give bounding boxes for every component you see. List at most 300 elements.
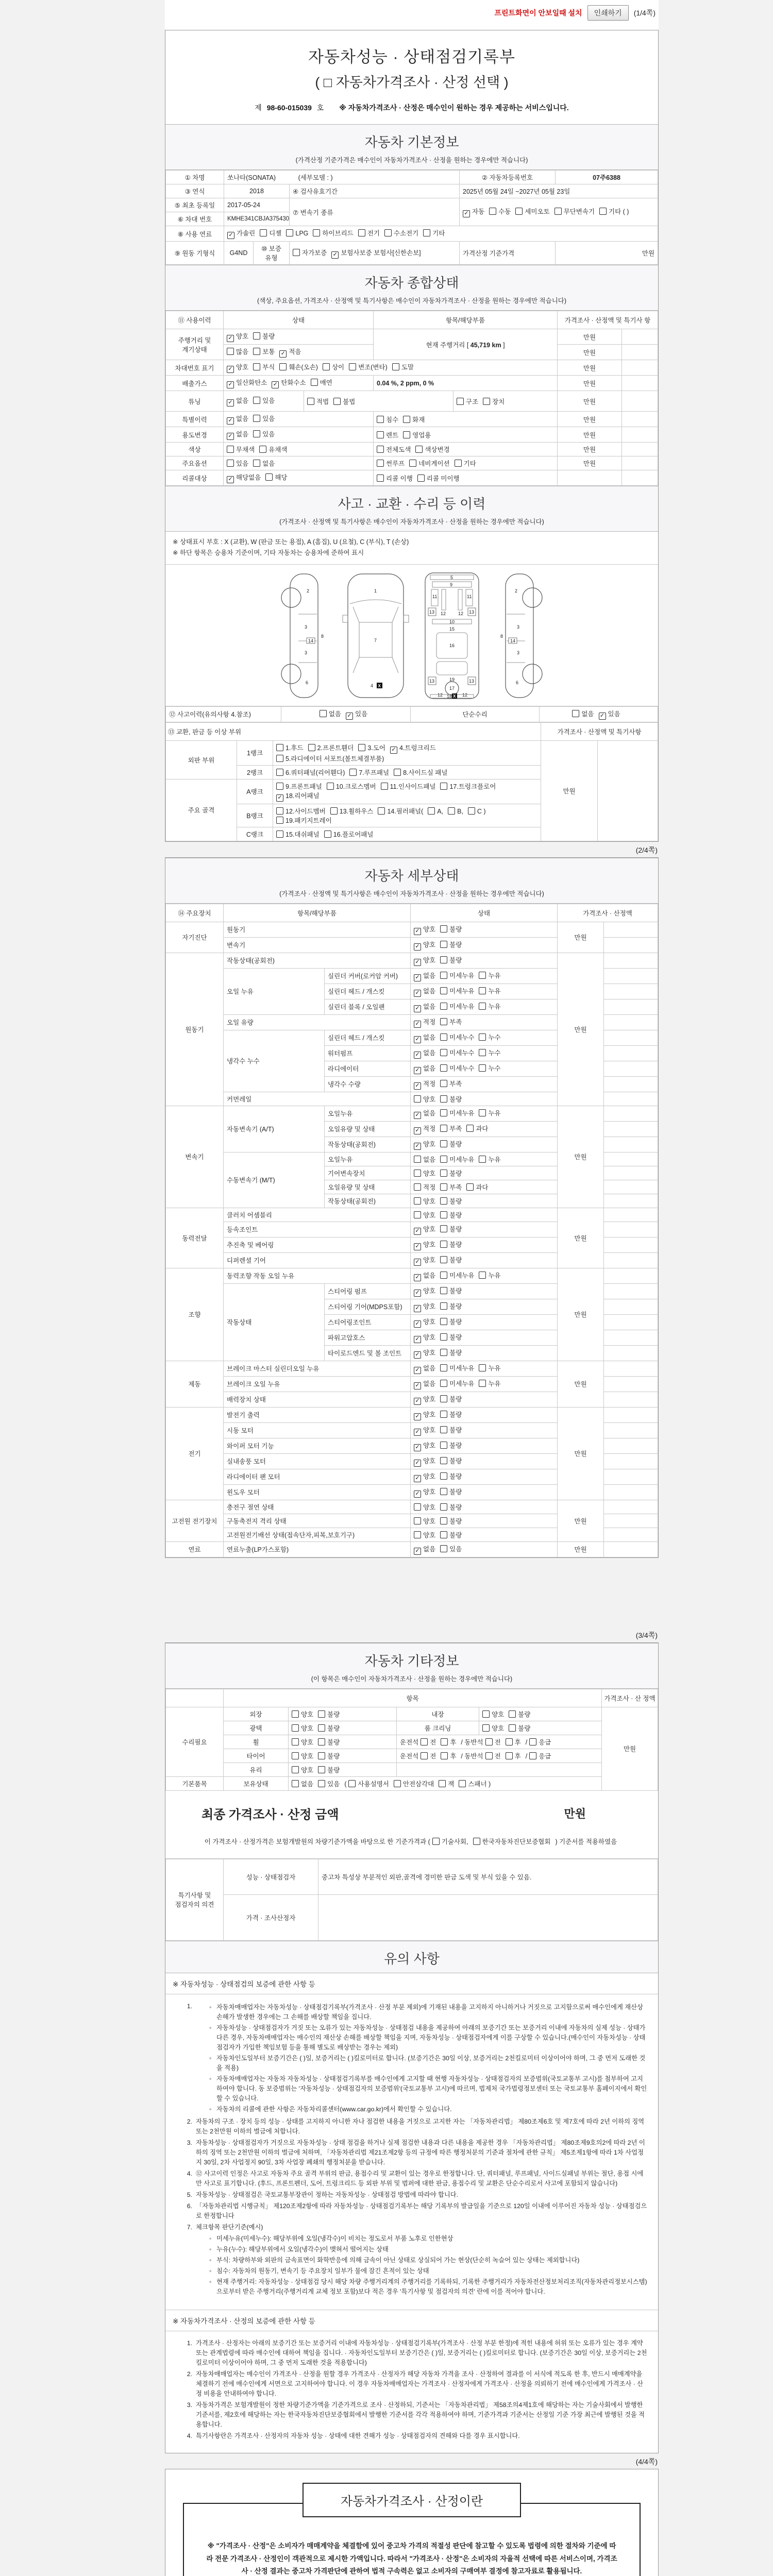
checkbox[interactable]	[414, 1503, 421, 1511]
checkbox[interactable]	[440, 1049, 447, 1056]
checkbox[interactable]: ✓	[279, 350, 287, 358]
option-label: 과다	[476, 1183, 489, 1191]
price-cell: 만원	[558, 1407, 604, 1500]
option-label: 17.트렁크플로어	[449, 783, 496, 790]
checkbox[interactable]	[349, 363, 356, 370]
checkbox[interactable]	[378, 807, 385, 815]
checkbox[interactable]	[440, 1197, 447, 1205]
checkbox[interactable]	[276, 769, 283, 776]
checkbox[interactable]: ✓	[414, 1398, 421, 1405]
checkbox[interactable]	[414, 1211, 421, 1218]
checkbox[interactable]	[440, 1140, 447, 1147]
checkbox[interactable]	[440, 1241, 447, 1248]
checkbox[interactable]	[384, 229, 392, 236]
option-label: 양호	[492, 1724, 505, 1732]
checkbox[interactable]	[479, 1033, 486, 1041]
option	[479, 1155, 500, 1164]
checkbox[interactable]: ✓	[272, 381, 279, 388]
checkbox[interactable]	[276, 744, 283, 751]
checkbox[interactable]	[479, 1380, 486, 1387]
checkbox[interactable]	[439, 1780, 446, 1787]
checkbox[interactable]	[441, 1738, 448, 1745]
notice-number: 3.	[187, 2401, 192, 2409]
checkbox[interactable]	[440, 1109, 447, 1116]
checkbox[interactable]	[440, 1472, 447, 1480]
checkbox[interactable]	[327, 783, 334, 790]
checkbox[interactable]	[227, 348, 234, 355]
device-group-label: 제동	[166, 1361, 224, 1407]
part-label: 작동상태(공회전)	[325, 1137, 411, 1152]
checkbox[interactable]	[227, 446, 234, 453]
checkbox[interactable]	[381, 783, 388, 790]
checkbox[interactable]	[455, 460, 462, 467]
option	[414, 1544, 435, 1555]
print-button[interactable]: 인쇄하기	[587, 5, 629, 21]
other-section-header	[165, 1643, 658, 1689]
checkbox[interactable]	[358, 744, 365, 751]
checkbox[interactable]	[440, 1517, 447, 1524]
bullet-icon: ◦	[209, 2024, 212, 2031]
checkbox[interactable]: ✓	[414, 943, 421, 951]
checkbox[interactable]: ✓	[414, 1336, 421, 1343]
checkbox[interactable]: ✓	[414, 1112, 421, 1119]
checkbox[interactable]	[440, 1364, 447, 1371]
checkbox[interactable]	[313, 229, 320, 236]
checkbox[interactable]	[440, 1349, 447, 1356]
repair-needed-label: 수리필요	[166, 1707, 224, 1776]
checkbox[interactable]	[308, 744, 315, 751]
checkbox[interactable]	[479, 972, 486, 979]
checkbox[interactable]	[377, 460, 384, 467]
checkbox[interactable]	[440, 1064, 447, 1072]
checkbox[interactable]: ✓	[414, 1021, 421, 1028]
checkbox[interactable]: ✓	[414, 1475, 421, 1482]
checkbox[interactable]	[506, 1738, 513, 1745]
checkbox[interactable]: ✓	[346, 713, 353, 720]
checkbox[interactable]: ✓	[227, 417, 234, 425]
checkbox[interactable]	[253, 397, 260, 404]
checkbox[interactable]	[253, 430, 260, 437]
option	[313, 228, 353, 238]
option	[482, 1709, 504, 1719]
checkbox[interactable]	[414, 1531, 421, 1538]
checkbox[interactable]: ✓	[414, 1460, 421, 1467]
option	[308, 743, 354, 752]
option-label: 양호	[423, 1531, 436, 1539]
option-label: 불량	[449, 1457, 462, 1465]
checkbox[interactable]	[414, 1170, 421, 1177]
checkbox[interactable]	[349, 769, 357, 776]
option	[253, 396, 275, 405]
checkbox[interactable]	[440, 1426, 447, 1433]
detail-row	[166, 1361, 658, 1376]
checkbox[interactable]	[253, 348, 260, 355]
checkbox[interactable]: ✓	[414, 1143, 421, 1150]
checkbox[interactable]	[311, 379, 318, 386]
checkbox[interactable]	[260, 229, 267, 236]
table-row	[166, 376, 658, 391]
checkbox[interactable]: ✓	[414, 1351, 421, 1359]
checkbox[interactable]	[440, 1302, 447, 1310]
checkbox[interactable]	[479, 1109, 486, 1116]
checkbox[interactable]	[330, 807, 338, 815]
state-options	[411, 1345, 558, 1361]
checkbox[interactable]	[572, 710, 579, 717]
checkbox[interactable]	[440, 1003, 447, 1010]
other-section-note: (이 항목은 매수인이 자동차가격조사 · 산정을 원하는 경우에만 적습니다)	[311, 1675, 513, 1683]
checkbox[interactable]	[440, 925, 447, 933]
checkbox[interactable]	[440, 972, 447, 979]
option-label: 있음	[449, 1545, 462, 1553]
checkbox[interactable]	[377, 446, 384, 453]
checkbox[interactable]	[440, 1318, 447, 1325]
option	[448, 807, 463, 815]
checkbox[interactable]	[414, 1517, 421, 1524]
part-label: 시동 모터	[224, 1422, 411, 1438]
checkbox[interactable]	[440, 1380, 447, 1387]
checkbox[interactable]	[440, 1503, 447, 1511]
checkbox[interactable]	[482, 1710, 490, 1718]
checkbox[interactable]	[509, 1710, 516, 1718]
checkbox[interactable]	[529, 1738, 536, 1745]
rank1-options	[273, 740, 541, 765]
option-label: 없음	[236, 431, 249, 438]
checkbox[interactable]	[292, 1780, 299, 1787]
checkbox[interactable]	[479, 987, 486, 994]
checkbox[interactable]	[318, 1738, 325, 1745]
checkbox[interactable]: ✓	[599, 713, 606, 720]
option-label: 적정	[423, 1125, 436, 1132]
checkbox[interactable]: ✓	[414, 1320, 421, 1328]
checkbox[interactable]	[466, 1125, 474, 1132]
checkbox[interactable]	[440, 941, 447, 948]
checkbox[interactable]	[479, 1272, 486, 1279]
svg-text:11: 11	[432, 594, 438, 599]
checkbox[interactable]	[440, 1156, 447, 1163]
checkbox[interactable]: ✓	[227, 232, 234, 239]
checkbox[interactable]	[440, 1442, 447, 1449]
option-label: 미세누유	[449, 1003, 475, 1010]
checkbox[interactable]	[457, 398, 464, 405]
checkbox[interactable]	[440, 1095, 447, 1103]
option	[440, 1210, 462, 1219]
checkbox[interactable]: ✓	[414, 1259, 421, 1266]
checkbox[interactable]: ✓	[414, 974, 421, 981]
checkbox[interactable]: ✓	[463, 210, 470, 217]
checkbox[interactable]	[440, 1411, 447, 1418]
checkbox[interactable]	[403, 431, 410, 438]
checkbox[interactable]	[448, 807, 455, 815]
note-cell	[604, 1106, 658, 1121]
checkbox[interactable]	[292, 1738, 299, 1745]
tuning-item-options	[453, 391, 558, 412]
checkbox[interactable]: ✓	[227, 399, 234, 406]
state-options	[411, 1314, 558, 1330]
notice-body-text	[196, 2369, 649, 2399]
checkbox[interactable]	[440, 1333, 447, 1341]
checkbox[interactable]	[265, 473, 273, 481]
option-label: 불법	[343, 398, 356, 405]
checkbox[interactable]	[414, 1095, 421, 1103]
checkbox[interactable]: ✓	[414, 1052, 421, 1059]
checkbox[interactable]	[440, 1488, 447, 1495]
note-cell	[622, 412, 658, 427]
notice-number: 6.	[187, 2202, 192, 2210]
checkbox[interactable]: ✓	[414, 1444, 421, 1451]
option	[227, 362, 248, 373]
note-cell	[604, 1541, 658, 1557]
checkbox[interactable]	[440, 956, 447, 963]
checkbox[interactable]: ✓	[414, 1228, 421, 1235]
checkbox[interactable]	[358, 229, 365, 236]
checkbox[interactable]	[479, 1064, 486, 1072]
checkbox[interactable]	[323, 363, 330, 370]
checkbox[interactable]: ✓	[390, 747, 397, 754]
checkbox[interactable]: ✓	[227, 366, 234, 373]
checkbox[interactable]	[292, 1710, 299, 1718]
option	[440, 971, 474, 980]
checkbox[interactable]	[440, 1018, 447, 1025]
checkbox[interactable]: ✓	[414, 1429, 421, 1436]
checkbox[interactable]	[459, 1780, 466, 1787]
checkbox[interactable]	[414, 1156, 421, 1163]
checkbox[interactable]	[348, 1780, 356, 1787]
checkbox[interactable]: ✓	[227, 381, 234, 388]
checkbox[interactable]	[318, 1766, 325, 1773]
checkbox[interactable]	[414, 1183, 421, 1191]
checkbox[interactable]	[403, 416, 410, 423]
option-label: 9.프론트패널	[285, 783, 322, 790]
option-label: 불량	[327, 1766, 340, 1774]
option	[318, 1723, 340, 1733]
option	[292, 1765, 313, 1774]
checkbox[interactable]	[509, 1724, 516, 1732]
checkbox[interactable]	[253, 363, 260, 370]
fuel-options	[224, 226, 658, 242]
checkbox[interactable]	[276, 755, 283, 762]
checkbox[interactable]	[440, 1183, 447, 1191]
part-label: 클러치 어셈블리	[224, 1208, 411, 1222]
checkbox[interactable]: ✓	[414, 1382, 421, 1389]
checkbox[interactable]	[432, 1838, 440, 1845]
checkbox[interactable]	[479, 1364, 486, 1371]
option	[479, 1048, 500, 1057]
checkbox[interactable]	[318, 1710, 325, 1718]
checkbox[interactable]	[529, 1752, 536, 1759]
option-label: 미세누유	[449, 1156, 475, 1163]
checkbox[interactable]	[292, 1724, 299, 1732]
vin-mark-label: 차대번호 표기	[166, 360, 224, 376]
checkbox[interactable]	[394, 769, 401, 776]
option	[333, 397, 355, 406]
checkbox[interactable]	[279, 363, 287, 370]
option-label: 후	[450, 1752, 457, 1760]
checkbox[interactable]: ✓	[414, 959, 421, 966]
checkbox[interactable]	[483, 398, 490, 405]
option-label: 탄화수소	[281, 379, 306, 386]
checkbox[interactable]	[485, 1738, 493, 1745]
state-options	[411, 968, 558, 984]
room-cleaning-options	[479, 1721, 602, 1735]
checkbox[interactable]: ✓	[276, 794, 283, 802]
checkbox[interactable]: ✓	[414, 1243, 421, 1250]
checkbox[interactable]	[409, 460, 416, 467]
checkbox[interactable]	[318, 1724, 325, 1732]
option-label: 기술사회,	[441, 1838, 468, 1845]
checkbox[interactable]	[440, 1125, 447, 1132]
option-label: 기타	[432, 230, 445, 237]
price-cell: 만원	[558, 1361, 604, 1407]
text-token: ) 기준서를 적용하였음	[555, 1838, 617, 1845]
checkbox[interactable]	[292, 1752, 299, 1759]
checkbox[interactable]	[440, 1395, 447, 1402]
checkbox[interactable]	[473, 1838, 480, 1845]
checkbox[interactable]	[276, 831, 283, 838]
option	[414, 1348, 435, 1359]
checkbox[interactable]	[440, 1225, 447, 1232]
note-cell	[622, 470, 658, 486]
checkbox[interactable]	[286, 229, 293, 236]
checkbox[interactable]	[394, 1780, 401, 1787]
checkbox[interactable]	[506, 1752, 513, 1759]
checkbox[interactable]: ✓	[414, 1036, 421, 1043]
state-options	[411, 1152, 558, 1166]
checkbox[interactable]	[479, 1049, 486, 1056]
checkbox[interactable]	[276, 807, 283, 815]
checkbox[interactable]: ✓	[414, 1274, 421, 1281]
checkbox[interactable]	[485, 1752, 493, 1759]
legend-line-2: ※ 하단 항목은 승용차 기준이며, 기타 자동차는 승용차에 준하여 표시	[173, 549, 364, 557]
checkbox[interactable]	[440, 1457, 447, 1464]
option-label: 영업용	[412, 431, 431, 439]
option	[440, 1301, 462, 1311]
checkbox[interactable]	[440, 783, 447, 790]
checkbox[interactable]: ✓	[227, 433, 234, 440]
checkbox[interactable]: ✓	[414, 1548, 421, 1555]
checkbox[interactable]	[318, 1780, 325, 1787]
checkbox[interactable]	[318, 1752, 325, 1759]
option-label: 있음	[327, 1780, 340, 1788]
checkbox[interactable]	[333, 398, 341, 405]
install-link[interactable]: 프린트화면이 안보일때 설치	[494, 9, 582, 17]
checkbox[interactable]: ✓	[414, 1067, 421, 1074]
checkbox[interactable]	[482, 1724, 490, 1732]
checkbox[interactable]	[440, 1033, 447, 1041]
checkbox[interactable]	[320, 710, 327, 717]
checkbox[interactable]	[292, 1766, 299, 1773]
option-label: 누수	[488, 1049, 501, 1057]
option-label: 전기	[367, 230, 380, 237]
option-label: 누유	[488, 1003, 501, 1010]
checkbox[interactable]	[227, 460, 234, 467]
option-label: 해당	[275, 474, 288, 481]
checkbox[interactable]: ✓	[414, 1005, 421, 1012]
checkbox[interactable]: ✓	[227, 476, 234, 483]
checkbox[interactable]: ✓	[331, 251, 339, 259]
checkbox[interactable]: ✓	[414, 990, 421, 997]
checkbox[interactable]: ✓	[414, 1413, 421, 1420]
note-cell	[604, 1314, 658, 1330]
transmission-options	[460, 198, 658, 226]
document-subtitle: ( □ 자동차가격조사 · 산정 선택 )	[315, 75, 509, 90]
checkbox[interactable]: ✓	[414, 1290, 421, 1297]
checkbox[interactable]	[440, 1531, 447, 1538]
checkbox[interactable]	[377, 431, 384, 438]
checkbox[interactable]	[421, 1752, 428, 1759]
checkbox[interactable]	[377, 416, 384, 423]
checkbox[interactable]	[440, 1211, 447, 1218]
option	[414, 971, 435, 981]
checkbox[interactable]	[599, 208, 607, 215]
glass-options	[289, 1762, 397, 1776]
checkbox[interactable]: ✓	[414, 1127, 421, 1134]
option	[414, 955, 435, 966]
option	[440, 1379, 474, 1388]
checkbox[interactable]	[440, 1080, 447, 1087]
option-label: 불량	[449, 1395, 462, 1403]
inspection-period-value: 2025년 05월 24일 ~2027년 05월 23일	[460, 184, 658, 198]
checkbox[interactable]	[259, 446, 266, 453]
checkbox[interactable]: ✓	[414, 1367, 421, 1374]
checkbox[interactable]	[440, 1272, 447, 1279]
checkbox[interactable]	[440, 1287, 447, 1294]
checkbox[interactable]	[293, 249, 300, 256]
checkbox[interactable]	[440, 987, 447, 994]
option	[440, 1094, 462, 1104]
checkbox[interactable]	[423, 229, 430, 236]
checkbox[interactable]	[489, 208, 496, 215]
checkbox[interactable]	[468, 807, 475, 815]
checkbox[interactable]	[421, 1738, 428, 1745]
checkbox[interactable]	[440, 1545, 447, 1552]
option	[227, 414, 248, 425]
checkbox[interactable]	[276, 783, 283, 790]
checkbox[interactable]	[417, 474, 425, 482]
checkbox[interactable]	[554, 208, 562, 215]
checkbox[interactable]: ✓	[414, 1490, 421, 1498]
car-bottom-view	[422, 571, 482, 701]
checkbox[interactable]	[253, 332, 260, 340]
option-label: 14.필러패널(	[387, 807, 424, 815]
checkbox[interactable]: ✓	[414, 928, 421, 935]
checkbox[interactable]: ✓	[414, 1082, 421, 1090]
checkbox[interactable]	[479, 1003, 486, 1010]
checkbox[interactable]	[515, 208, 523, 215]
checkbox[interactable]	[276, 817, 283, 824]
option-label: 무채색	[236, 446, 255, 453]
checkbox[interactable]	[307, 398, 314, 405]
checkbox[interactable]	[479, 1156, 486, 1163]
option-label: 불량	[449, 1170, 462, 1177]
engine-type-label: ⑨ 원동 기형식	[166, 242, 224, 265]
checkbox[interactable]	[324, 831, 331, 838]
checkbox[interactable]	[377, 474, 384, 482]
checkbox[interactable]: ✓	[414, 1305, 421, 1312]
checkbox[interactable]	[392, 363, 399, 370]
checkbox[interactable]	[414, 1197, 421, 1205]
checkbox[interactable]: ✓	[227, 335, 234, 342]
checkbox[interactable]	[440, 1256, 447, 1263]
checkbox[interactable]	[440, 1170, 447, 1177]
checkbox[interactable]	[253, 415, 260, 422]
checkbox[interactable]	[441, 1752, 448, 1759]
checkbox[interactable]	[428, 807, 435, 815]
checkbox[interactable]	[466, 1183, 474, 1191]
checkbox[interactable]	[415, 446, 423, 453]
option	[440, 1255, 462, 1264]
table-row	[166, 412, 658, 427]
checkbox[interactable]	[253, 460, 260, 467]
